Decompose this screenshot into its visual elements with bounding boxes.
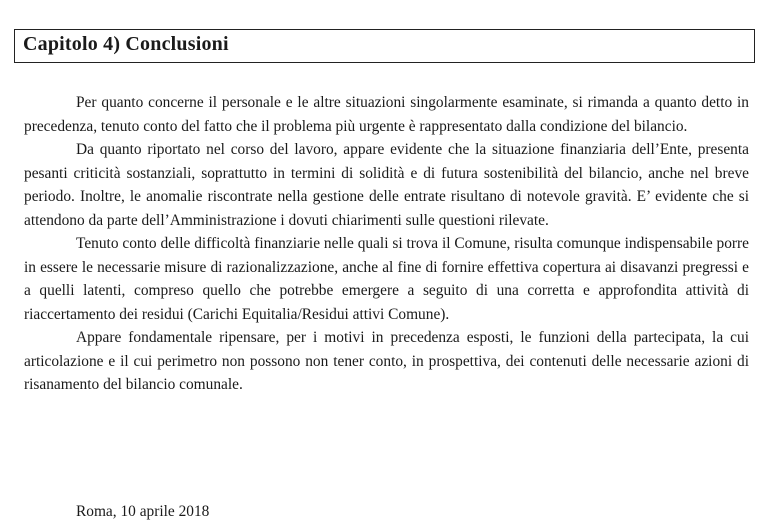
paragraph: Tenuto conto delle difficoltà finanziarie nelle quali si trova il Comune, risulta comunque indispensabile porre in essere le necessarie misure di razionalizzazione, anche al fine di fornire effettiva copertura ai disavanzi pregressi e a quelli latenti, compreso quello che potrebbe emergere a seguito di una corretta e approfondita attività di riaccertamento dei residui (Carichi Equitalia/Residui attivi Comune).: [24, 235, 749, 323]
paragraph: Appare fondamentale ripensare, per i motivi in precedenza esposti, le funzioni della partecipata, la cui articolazione e il cui perimetro non possono non tener conto, in prospettiva, dei contenuti delle necessarie azioni di risanamento del bilancio comunale.: [24, 329, 749, 393]
document-body: [24, 91, 749, 397]
paragraph: Da quanto riportato nel corso del lavoro, appare evidente che la situazione finanziaria dell’Ente, presenta pesanti criticità sostanziali, soprattutto in termini di solidità e di futura sostenibilità del bilancio, anche nel breve periodo. Inoltre, le anomalie riscontrate nella gestione delle entrate risultano di notevole gravità. E’ evidente che si attendono da parte dell’Amministrazione i dovuti chiarimenti sulle questioni rilevate.: [24, 141, 749, 229]
date-line: Roma, 10 aprile 2018: [76, 503, 210, 520]
paragraph: Per quanto concerne il personale e le altre situazioni singolarmente esaminate, si rimanda a quanto detto in precedenza, tenuto conto del fatto che il problema più urgente è rappresentato dalla condizione del bilancio.: [24, 94, 749, 135]
chapter-heading-box: [14, 29, 755, 63]
chapter-title: Capitolo 4) Conclusioni: [23, 33, 229, 55]
